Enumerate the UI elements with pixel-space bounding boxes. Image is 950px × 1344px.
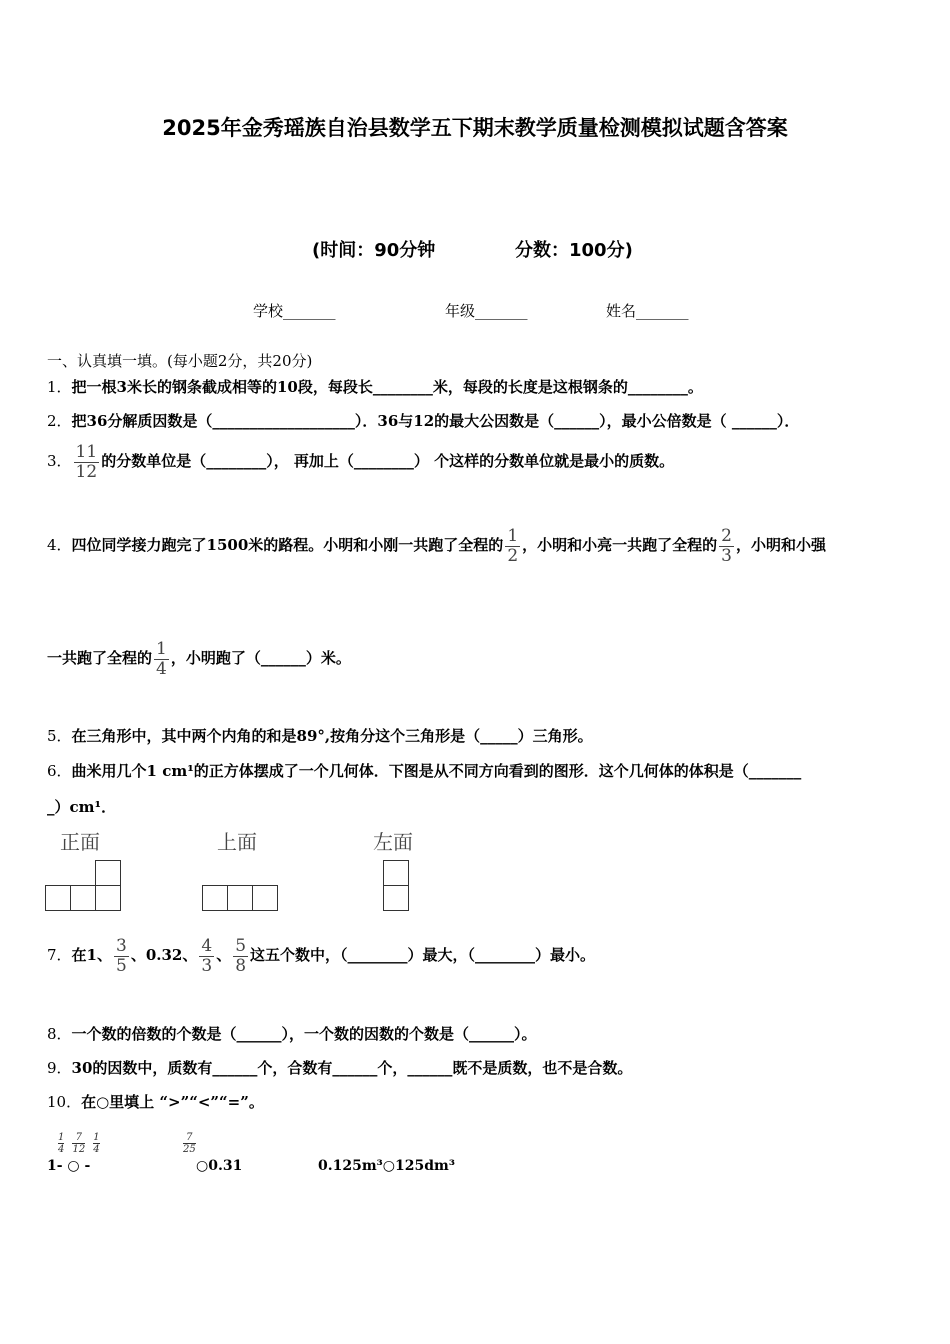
question-7 — [47, 937, 595, 975]
left-view-label: 左面 — [373, 830, 413, 854]
front-view-diagram — [45, 858, 125, 914]
top-view-label: 上面 — [217, 830, 257, 854]
question-4 — [47, 527, 826, 565]
question-text: 曲米用几个1 cm¹的正方体摆成了一个几何体．下图是从不同方向看到的图形．这个几何体的体积是（_______ — [71, 762, 802, 780]
cube-square — [95, 885, 121, 911]
question-number: 7． — [47, 946, 72, 965]
question-6-cont: _）cm¹． — [47, 798, 117, 816]
question-6 — [47, 760, 801, 781]
question-text: 的分数单位是（________）， 再加上（________） 个这样的分数单位就是最小的质数。 — [101, 452, 675, 471]
cube-square — [70, 885, 96, 911]
question-number: 1． — [47, 378, 72, 396]
fraction: $\frac{4}{3}$ — [201, 936, 213, 976]
question-number: 9． — [47, 1059, 72, 1077]
question-text: 一共跑了全程的 — [47, 649, 153, 668]
compare-b: ○0.31 — [196, 1158, 243, 1174]
question-text: 在三角形中，其中两个内角的和是89°,按角分这个三角形是（_____）三角形。 — [71, 727, 593, 745]
left-view-diagram — [383, 858, 413, 914]
cube-square — [45, 885, 71, 911]
cube-square — [227, 885, 253, 911]
top-view-diagram — [202, 858, 282, 914]
question-5 — [47, 725, 593, 746]
question-text: 30的因数中，质数有______个，合数有______个，______既不是质数，也不是合数。 — [71, 1059, 633, 1077]
exam-score: 分数：100分) — [515, 240, 633, 261]
question-text: 四位同学接力跑完了1500米的路程。小明和小刚一共跑了全程的 — [71, 536, 504, 555]
question-number: 2． — [47, 412, 72, 430]
question-1 — [47, 376, 703, 397]
question-8 — [47, 1023, 537, 1044]
question-text: 在○里填上 “>”“<”“=”。 — [81, 1093, 264, 1111]
question-text: 在1、 — [71, 946, 112, 965]
question-number: 5． — [47, 727, 72, 745]
fraction: $\frac{5}{8}$ — [235, 936, 247, 976]
cube-square — [95, 860, 121, 886]
school-field[interactable]: 学校_______ — [253, 302, 336, 320]
question-number: 8． — [47, 1025, 72, 1043]
question-text: 把36分解质因数是（___________________）．36与12的最大公因数是（______），最小公倍数是（ ______）． — [71, 412, 800, 430]
fraction: $\frac{1}{2}$ — [507, 526, 519, 566]
fraction: $\frac{1}{4}$ — [93, 1132, 100, 1155]
question-9 — [47, 1057, 632, 1078]
question-number: 6． — [47, 762, 72, 780]
question-text: ，小明和小强 — [735, 536, 826, 555]
fraction: $\frac{1}{4}$ — [58, 1132, 65, 1155]
exam-time: (时间：90分钟 — [312, 240, 436, 261]
question-2 — [47, 410, 799, 431]
compare-a-fractions — [58, 1132, 103, 1156]
question-text: ，小明跑了（______）米。 — [170, 649, 351, 668]
question-number: 4． — [47, 536, 72, 555]
grade-field[interactable]: 年级_______ — [445, 302, 528, 320]
fraction: $\frac{7}{25}$ — [183, 1132, 196, 1155]
question-3 — [47, 443, 674, 481]
front-view-label: 正面 — [60, 830, 100, 854]
fraction: $\frac{1}{4}$ — [156, 639, 167, 679]
question-number: 3． — [47, 452, 72, 471]
question-text: 这五个数中，（________）最大，（________）最小。 — [250, 946, 596, 965]
question-text: 、0.32、 — [130, 946, 198, 965]
compare-c: 0.125m³○125dm³ — [318, 1158, 455, 1174]
page-title: 2025年金秀瑶族自治县数学五下期末教学质量检测模拟试题含答案 — [162, 116, 788, 140]
question-number: 10． — [47, 1093, 82, 1111]
question-4-cont — [47, 640, 351, 678]
fraction: $\frac{3}{5}$ — [115, 936, 127, 976]
question-text: 一个数的倍数的个数是（______），一个数的因数的个数是（______）。 — [71, 1025, 537, 1043]
question-text: 、 — [216, 946, 232, 965]
cube-square — [252, 885, 278, 911]
fraction: $\frac{11}{12}$ — [75, 442, 98, 482]
compare-a: 1- ○ - — [47, 1158, 91, 1174]
question-10 — [47, 1091, 264, 1112]
name-field[interactable]: 姓名_______ — [606, 302, 689, 320]
cube-square — [383, 885, 409, 911]
question-text: ，小明和小亮一共跑了全程的 — [522, 536, 718, 555]
fraction: $\frac{7}{12}$ — [72, 1132, 86, 1155]
section-heading: 一、认真填一填。(每小题2分，共20分) — [47, 352, 313, 370]
cube-square — [383, 860, 409, 886]
fraction: $\frac{2}{3}$ — [721, 526, 732, 566]
compare-b-fraction — [183, 1132, 199, 1156]
question-text: 把一根3米长的钢条截成相等的10段，每段长________米，每段的长度是这根钢条的________。 — [71, 378, 703, 396]
cube-square — [202, 885, 228, 911]
